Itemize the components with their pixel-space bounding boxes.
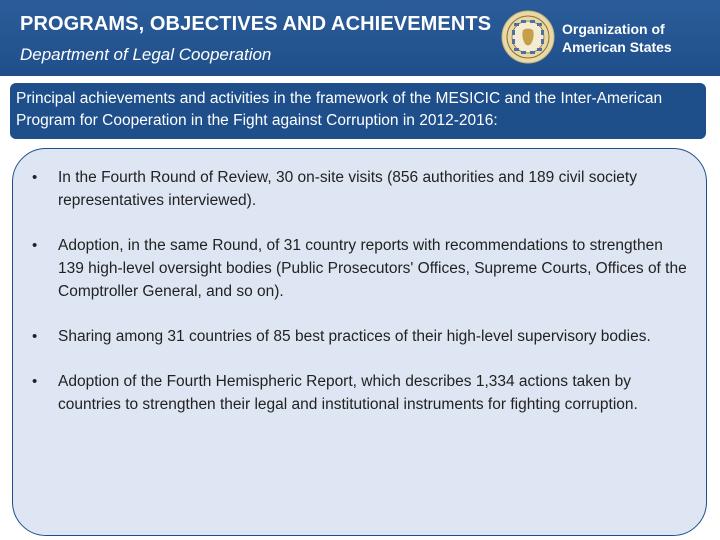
achievements-list <box>28 166 688 438</box>
bullet-icon: • <box>32 169 38 186</box>
list-item <box>28 325 688 348</box>
list-item <box>28 234 688 303</box>
oas-seal-icon <box>501 10 555 64</box>
list-item-text: Adoption of the Fourth Hemispheric Report, which describes 1,334 actions taken by countries to strengthen their legal and institutional instruments for fighting corruption. <box>58 373 638 413</box>
intro-text: Principal achievements and activities in the framework of the MESICIC and the Inter-American Program for Cooperation in the Fight against Corruption in 2012-2016: <box>16 90 663 129</box>
bullet-icon: • <box>32 328 38 345</box>
organization-name-line-2: American States <box>562 39 672 55</box>
page-title: PROGRAMS, OBJECTIVES AND ACHIEVEMENTS <box>20 13 492 35</box>
organization-name <box>562 20 672 56</box>
list-item <box>28 370 688 416</box>
list-item-text: Adoption, in the same Round, of 31 country reports with recommendations to strengthen 139 high-level oversight bodies (Public Prosecutors' Offices, Supreme Courts, Offices of the Comptroller General, and so on). <box>58 237 687 300</box>
bullet-icon: • <box>32 373 38 390</box>
bullet-icon: • <box>32 237 38 254</box>
intro-box <box>10 83 706 139</box>
list-item-text: In the Fourth Round of Review, 30 on-site visits (856 authorities and 189 civil society representatives interviewed). <box>58 169 637 209</box>
list-item <box>28 166 688 212</box>
organization-name-line-1: Organization of <box>562 21 665 37</box>
header-bar <box>0 0 720 76</box>
list-item-text: Sharing among 31 countries of 85 best practices of their high-level supervisory bodies. <box>58 328 651 345</box>
page-subtitle: Department of Legal Cooperation <box>20 45 272 64</box>
